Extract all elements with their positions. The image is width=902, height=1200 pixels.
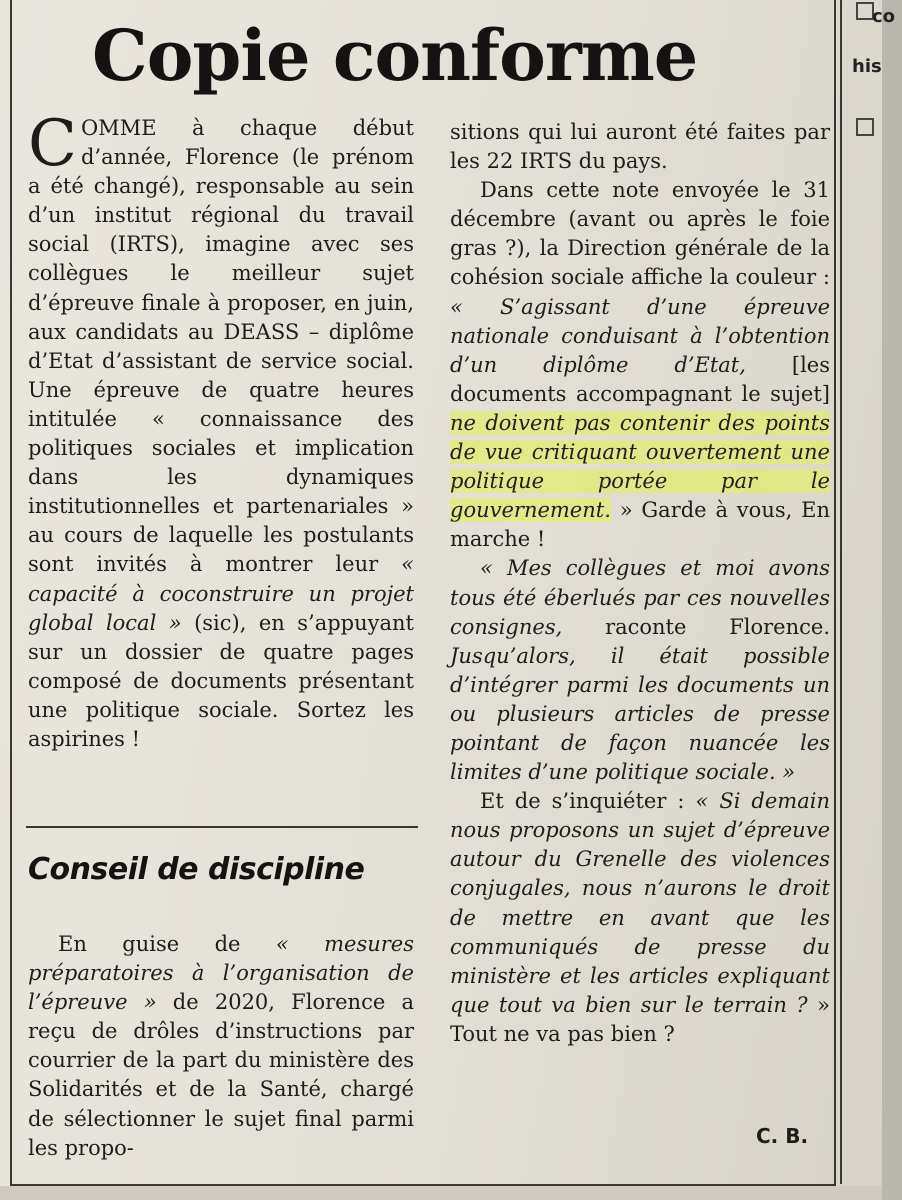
left-column-section <box>28 930 414 1163</box>
paragraph-text: OMME à chaque début d’année, Florence (le prénom a été changé), responsable au sein d’un institut régional du travail social (IRTS), imagine avec ses collègues le meilleur sujet d’épreuve finale à proposer, en juin, aux candidats au DEASS – diplôme d’Etat d’assistant de service social. Une épreuve de quatre heures intitulée « connaissance des politiques sociales et implication dans les dynamiques institutionnelles et partenariales » au cours de laquelle les postulants sont invités à montrer leur <box>28 116 414 577</box>
right-column <box>450 118 830 1049</box>
paragraph-text: de 2020, Florence a reçu de drôles d’instructions par courrier de la part du ministère des Solidarités et de la Santé, chargé de sélectionner le sujet final parmi les propo- <box>28 990 414 1160</box>
left-column <box>28 107 414 754</box>
paragraph-text: sitions qui lui auront été faites par les 22 IRTS du pays. <box>450 120 830 174</box>
highlighted-quote: ne doivent pas contenir des points de vue critiquant ouvertement une politique portée par le gouvernement. <box>450 410 830 523</box>
author-signature: C. B. <box>756 1124 809 1148</box>
adjacent-text-fragment: his <box>852 56 882 77</box>
paragraph-text: » Tout ne va pas bien ? <box>450 992 830 1046</box>
paragraph <box>450 118 830 176</box>
paragraph-text: Et de s’inquiéter : <box>480 789 696 814</box>
quote-text: « S’agissant d’une épreuve nationale conduisant à l’obtention d’un diplôme d’Etat, <box>450 294 830 377</box>
quote-text: « mesures préparatoires à l’organisation de l’épreuve » <box>28 932 414 1015</box>
paragraph-text: Dans cette note envoyée le 31 décembre (avant ou après le foie gras ?), la Direction générale de la cohésion sociale affiche la couleur : <box>450 178 830 290</box>
paragraph <box>450 787 830 1049</box>
quote-text: Jusqu’alors, il était possible d’intégrer parmi les documents un ou plusieurs articles de presse pointant de façon nuancée les limites d’une politique sociale. » <box>450 643 830 785</box>
quote-text: « Mes collègues et moi avons tous été éberlués par ces nouvelles consignes, <box>450 556 830 639</box>
paragraph-text: En guise de <box>58 932 276 956</box>
paragraph <box>28 107 414 754</box>
paragraph-text: raconte Florence. <box>562 614 830 639</box>
paragraph <box>450 554 830 787</box>
drop-cap: C <box>28 107 77 181</box>
article-title: Copie conforme <box>92 14 698 97</box>
paragraph <box>450 176 830 554</box>
adjacent-column-box <box>856 118 874 136</box>
adjacent-column-frame <box>840 0 902 1184</box>
paragraph-text: [les documents accompagnant le sujet] <box>450 352 830 406</box>
paragraph-text: » Garde à vous, En marche ! <box>450 498 830 552</box>
adjacent-text-fragment: co <box>872 6 896 27</box>
paragraph <box>28 930 414 1163</box>
section-divider <box>26 826 418 828</box>
section-heading: Conseil de discipline <box>28 852 365 887</box>
paragraph-text: (sic), en s’appuyant sur un dossier de quatre pages composé de documents présentant une politique sociale. Sortez les aspirines ! <box>28 610 414 751</box>
quote-text: « capacité à coconstruire un projet global local » <box>28 552 414 635</box>
quote-text: « Si demain nous proposons un sujet d’épreuve autour du Grenelle des violences conjugales, nous n’aurons le droit de mettre en avant que les communiqués de presse du ministère et les articles expliquant que tout va bien sur le terrain ? <box>450 789 830 1017</box>
next-article-edge <box>0 1186 882 1200</box>
